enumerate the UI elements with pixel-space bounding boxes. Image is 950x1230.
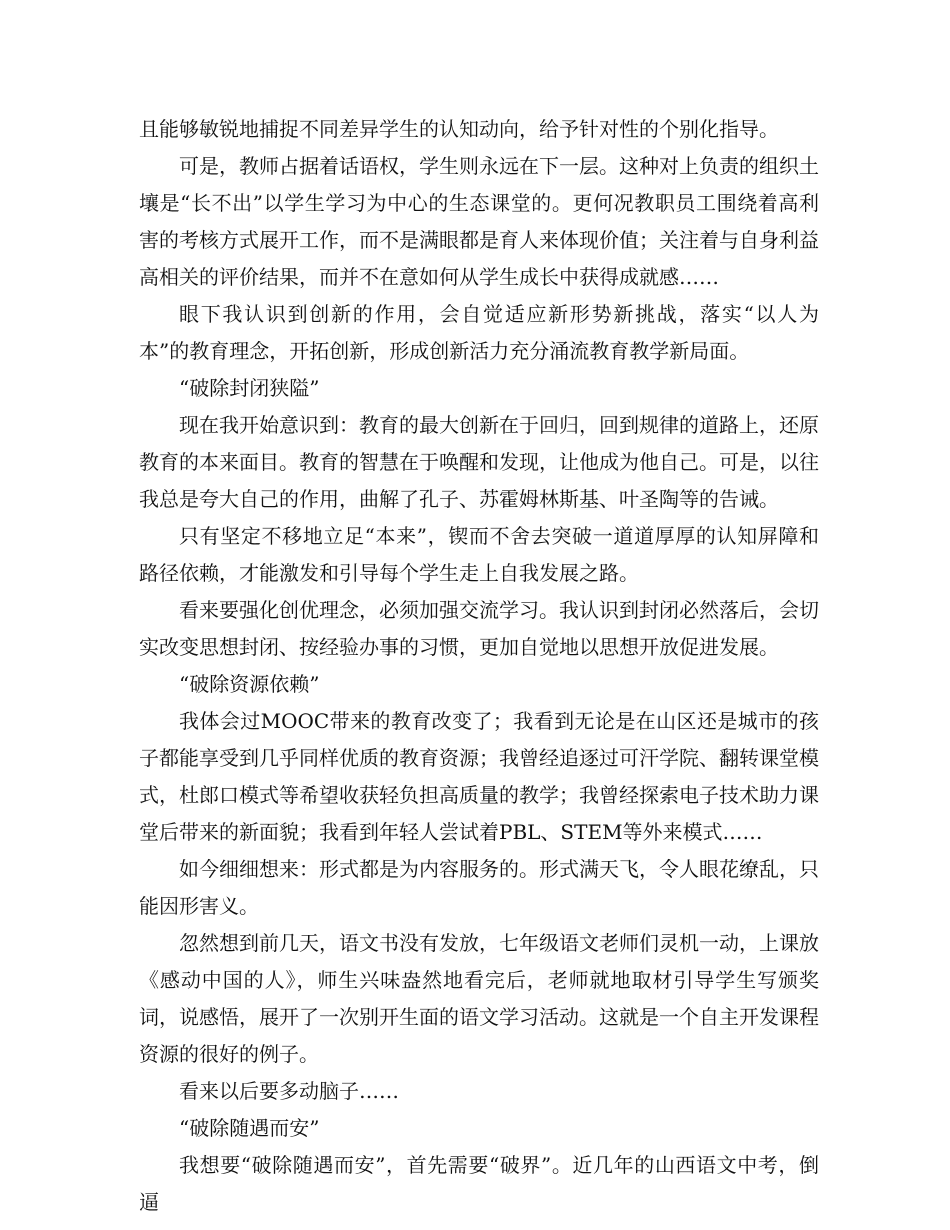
paragraph-original-stance: 只有坚定不移地立足“本来”，锲而不舍去突破一道道厚厚的认知屏障和路径依赖，才能激发和引导每个学生走上自我发展之路。 bbox=[139, 524, 819, 585]
paragraph-chinese-class-example: 忽然想到前几天，语文书没有发放，七年级语文老师们灵机一动，上课放《感动中国的人》，师生兴味盎然地看完后，老师就地取材引导学生写颁奖词，说感悟，展开了一次别开生面的语文学习活动。这就是一个自主开发课程资源的很好的例子。 bbox=[139, 931, 819, 1066]
section-heading-resource-dependence: “破除资源依赖” bbox=[179, 672, 320, 696]
paragraph-form-content: 如今细细想来：形式都是为内容服务的。形式满天飞，令人眼花缭乱，只能因形害义。 bbox=[139, 857, 819, 918]
paragraph-exchange-learning: 看来要强化创优理念，必须加强交流学习。我认识到封闭必然落后，会切实改变思想封闭、按经验办事的习惯，更加自觉地以思想开放促进发展。 bbox=[139, 598, 819, 659]
section-heading-closedness: “破除封闭狭隘” bbox=[179, 376, 320, 400]
section-heading-complacency: “破除随遇而安” bbox=[179, 1116, 320, 1140]
paragraph-mooc: 我体会过MOOC带来的教育改变了；我看到无论是在山区还是城市的孩子都能享受到几乎同样优质的教育资源；我曾经追逐过可汗学院、翻转课堂模式，杜郎口模式等希望收获轻负担高质量的教学；我曾经探索电子技术助力课堂后带来的新面貌；我看到年轻人尝试着PBL、STEM等外来模式…… bbox=[139, 709, 819, 844]
paragraph-return-to-nature: 现在我开始意识到：教育的最大创新在于回归，回到规律的道路上，还原教育的本来面目。教育的智慧在于唤醒和发现，让他成为他自己。可是，以往我总是夸大自己的作用，曲解了孔子、苏霍姆林斯基、叶圣陶等的告诫。 bbox=[139, 413, 819, 511]
paragraph-discourse-power: 可是，教师占据着话语权，学生则永远在下一层。这种对上负责的组织土壤是“长不出”以学生学习为中心的生态课堂的。更何况教职员工围绕着高利害的考核方式展开工作，而不是满眼都是育人来体现价值；关注着与自身利益高相关的评价结果，而并不在意如何从学生成长中获得成就感…… bbox=[139, 154, 819, 289]
paragraph-continuation: 且能够敏锐地捕捉不同差异学生的认知动向，给予针对性的个别化指导。 bbox=[139, 117, 779, 141]
paragraph-think-more: 看来以后要多动脑子…… bbox=[179, 1079, 399, 1103]
paragraph-innovation: 眼下我认识到创新的作用，会自觉适应新形势新挑战，落实“以人为本”的教育理念，开拓创新，形成创新活力充分涌流教育教学新局面。 bbox=[139, 302, 819, 363]
paragraph-break-boundaries: 我想要“破除随遇而安”，首先需要“破界”。近几年的山西语文中考，倒逼 bbox=[139, 1153, 819, 1214]
document-body bbox=[139, 111, 819, 1221]
